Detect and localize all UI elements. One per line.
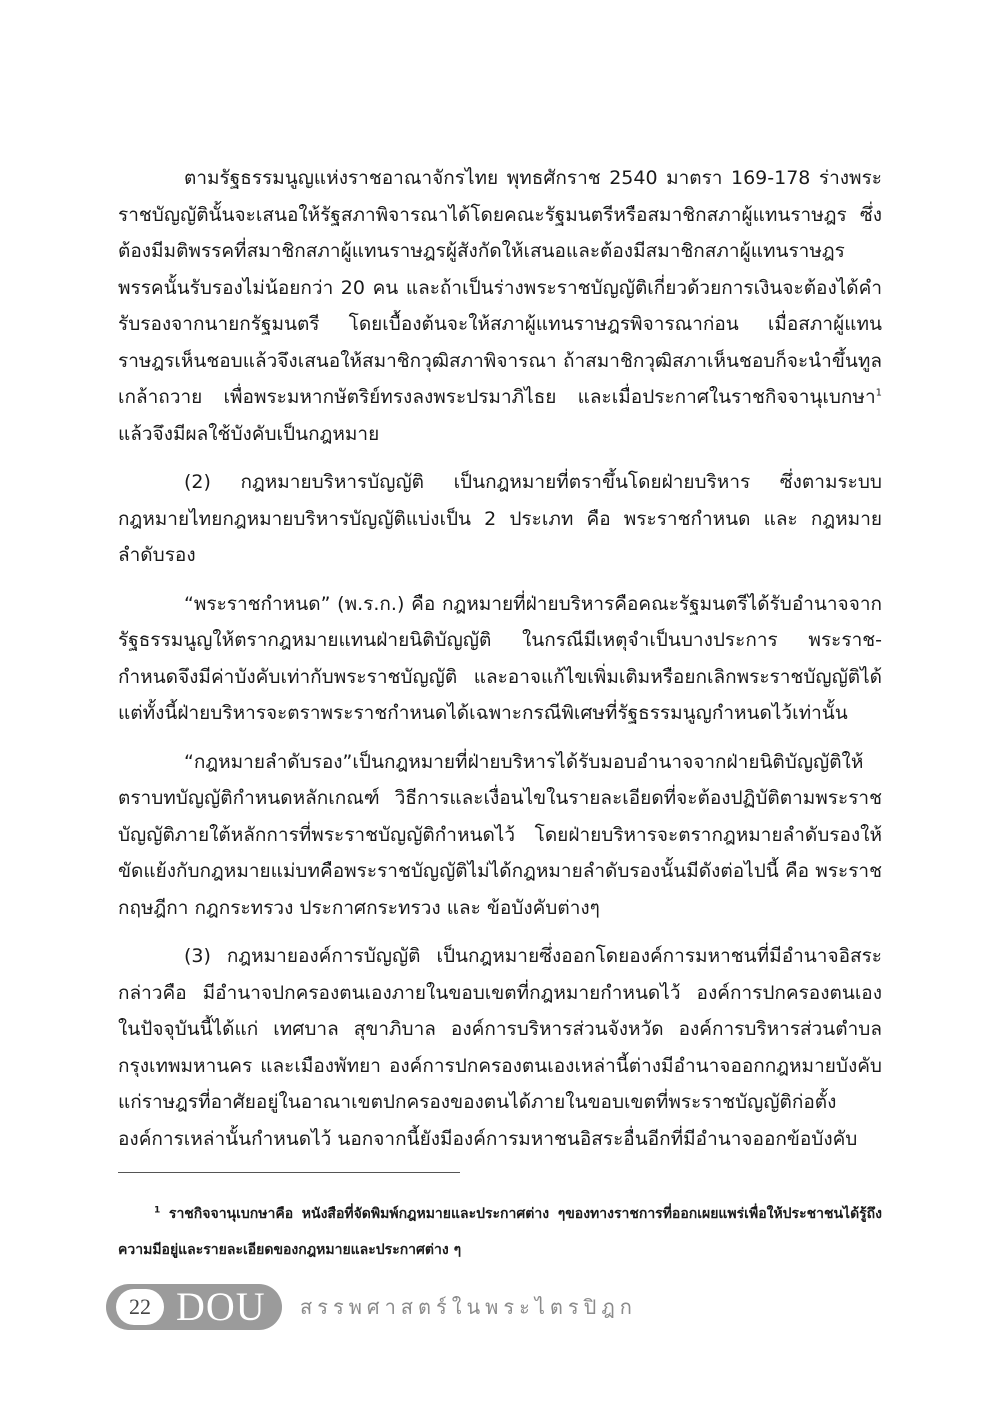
paragraph-text-tail: แล้วจึงมีผลใช้บังคับเป็นกฎหมาย (118, 422, 380, 445)
paragraph-royal-decree: “พระราชกำหนด” (พ.ร.ก.) คือ กฎหมายที่ฝ่ายบริหารคือคณะรัฐมนตรีได้รับอำนาจจากรัฐธรรมนูญให้ตรากฎหมายแทนฝ่ายนิติบัญญัติ ในกรณีมีเหตุจำเป็นบางประการ พระราช-กำหนดจึงมีค่าบังคับเท่ากับพระราชบัญญัติ และอาจแก้ไขเพิ่มเติมหรือยกเลิกพระราชบัญญัติได้ แต่ทั้งนี้ฝ่ายบริหารจะตราพระราชกำหนดได้เฉพาะกรณีพิเศษที่รัฐธรรมนูญกำหนดไว้เท่านั้น (118, 592, 882, 724)
paragraph-executive-law: (2) กฎหมายบริหารบัญญัติ เป็นกฎหมายที่ตราขึ้นโดยฝ่ายบริหาร ซึ่งตามระบบกฎหมายไทยกฎหมายบริหารบัญญัติแบ่งเป็น 2 ประเภท คือ พระราชกำหนด และ กฎหมายลำดับรอง (118, 471, 882, 566)
page-footer (106, 1284, 706, 1334)
paragraph-constitution-process (118, 160, 882, 452)
paragraph-subordinate-law: “กฎหมายลำดับรอง”เป็นกฎหมายที่ฝ่ายบริหารได้รับมอบอำนาจจากฝ่ายนิติบัญญัติให้ตราบทบัญญัติกำหนดหลักเกณฑ์ วิธีการและเงื่อนไขในรายละเอียดที่จะต้องปฏิบัติตามพระราชบัญญัติภายใต้หลักการที่พระราชบัญญัติกำหนดไว้ โดยฝ่ายบริหารจะตรากฎหมายลำดับรองให้ขัดแย้งกับกฎหมายแม่บทคือพระราชบัญญัติไม่ได้กฎหมายลำดับรองนั้นมีดังต่อไปนี้ คือ พระราชกฤษฎีกา กฎกระทรวง ประกาศกระทรวง และ ข้อบังคับต่างๆ (118, 750, 882, 919)
main-content (118, 160, 882, 1169)
brand-logo-text: DOU (176, 1284, 266, 1329)
dou-badge (106, 1284, 282, 1330)
book-title: สรรพศาสตร์ในพระไตรปิฎก (300, 1295, 637, 1319)
page-number: 22 (116, 1289, 164, 1325)
footnote-marker: 1 (154, 1205, 161, 1216)
paragraph-organization-law: (3) กฎหมายองค์การบัญญัติ เป็นกฎหมายซึ่งออกโดยองค์การมหาชนที่มีอำนาจอิสระ กล่าวคือ มีอำนาจปกครองตนเองภายในขอบเขตที่กฎหมายกำหนดไว้ องค์การปกครองตนเองในปัจจุบันนี้ได้แก่ เทศบาล สุขาภิบาล องค์การบริหารส่วนจังหวัด องค์การบริหารส่วนตำบล กรุงเทพมหานคร และเมืองพัทยา องค์การปกครองตนเองเหล่านี้ต่างมีอำนาจออกกฎหมายบังคับแก่ราษฎรที่อาศัยอยู่ในอาณาเขตปกครองของตนได้ภายในขอบเขตที่พระราชบัญญัติก่อตั้งองค์การเหล่านั้นกำหนดไว้ นอกจากนี้ยังมีองค์การมหาชนอิสระอื่นอีกที่มีอำนาจออกข้อบังคับ (118, 945, 882, 1150)
paragraph-text: ตามรัฐธรรมนูญแห่งราชอาณาจักรไทย พุทธศักราช 2540 มาตรา 169-178 ร่างพระราชบัญญัตินั้นจะเสนอให้รัฐสภาพิจารณาได้โดยคณะรัฐมนตรีหรือสมาชิกสภาผู้แทนราษฎร ซึ่งต้องมีมติพรรคที่สมาชิกสภาผู้แทนราษฎรผู้สังกัดให้เสนอและต้องมีสมาชิกสภาผู้แทนราษฎรพรรคนั้นรับรองไม่น้อยกว่า 20 คน และถ้าเป็นร่างพระราชบัญญัติเกี่ยวด้วยการเงินจะต้องได้คำรับรองจากนายกรัฐมนตรี โดยเบื้องต้นจะให้สภาผู้แทนราษฎรพิจารณาก่อน เมื่อสภาผู้แทนราษฎรเห็นชอบแล้วจึงเสนอให้สมาชิกวุฒิสภาพิจารณา ถ้าสมาชิกวุฒิสภาเห็นชอบก็จะนำขึ้นทูลเกล้าถวาย เพื่อพระมหากษัตริย์ทรงลงพระปรมาภิไธย และเมื่อประกาศในราชกิจจานุเบกษา (118, 167, 882, 408)
footnote (118, 1196, 882, 1268)
footnote-text: ราชกิจจานุเบกษาคือ หนังสือที่จัดพิมพ์กฎหมายและประกาศต่าง ๆของทางราชการที่ออกเผยแพร่เพื่อให้ประชาชนได้รู้ถึงความมีอยู่และรายละเอียดของกฎหมายและประกาศต่าง ๆ (118, 1206, 882, 1258)
footnote-reference[interactable]: 1 (875, 387, 882, 399)
footnote-divider (118, 1172, 460, 1173)
